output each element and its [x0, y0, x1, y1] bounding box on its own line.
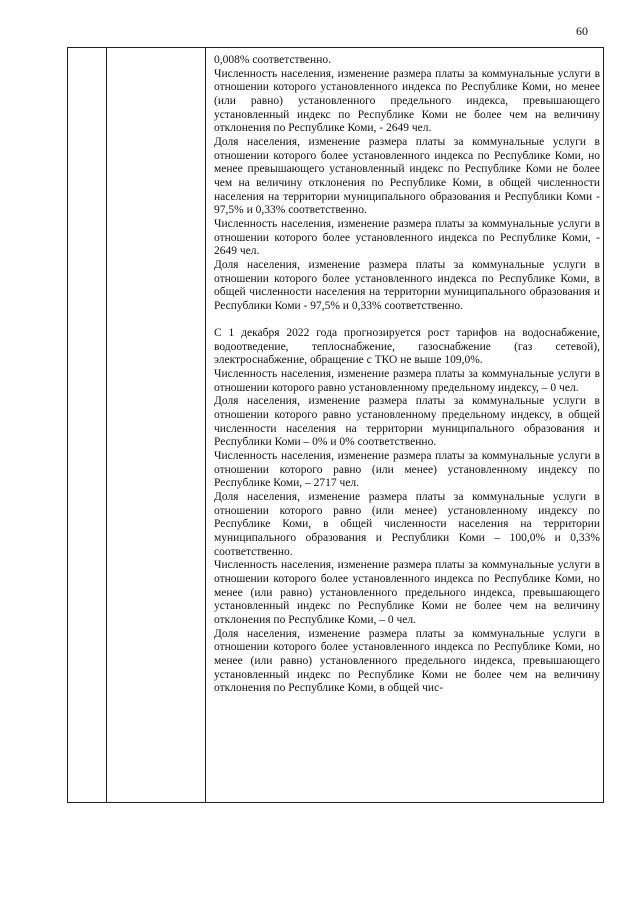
paragraph: Доля населения, изменение размера платы за коммунальные услуги в отношении которого более установленного индекса по Республике Коми, в общей численности населения на территории муниципального образования и Республики Коми - 97,5% и 0,33% соответственно.	[214, 258, 600, 312]
paragraph: Численность населения, изменение размера платы за коммунальные услуги в отношении которого установленного индекса по Республике Коми, но менее (или равно) установленного предельного индекса, превышающего установленный индекс по Республике Коми не более чем на величину отклонения по Республике Коми, - 2649 чел.	[214, 67, 600, 135]
paragraph: Численность населения, изменение размера платы за коммунальные услуги в отношении которого более установленного индекса по Республике Коми, - 2649 чел.	[214, 217, 600, 258]
table-column-divider	[205, 48, 206, 802]
paragraph: Численность населения, изменение размера платы за коммунальные услуги в отношении которого равно установленному предельному индексу, – 0 чел.	[214, 368, 600, 394]
paragraph: Численность населения, изменение размера платы за коммунальные услуги в отношении которого более установленного индекса по Республике Коми, но менее (или равно) установленного предельного индекса, превышающего установленный индекс по Республике Коми не более чем на величину отклонения по Республике Коми, – 0 чел.	[214, 559, 600, 626]
paragraph: Доля населения, изменение размера платы за коммунальные услуги в отношении которого равно (или менее) установленному индексу по Республике Коми, в общей численности населения на территории муниципального образования и Республики Коми – 100,0% и 0,33% соответственно.	[214, 490, 600, 558]
paragraph: С 1 декабря 2022 года прогнозируется рост тарифов на водоснабжение, водоотведение, теплоснабжение, газоснабжение (газ сетевой), электроснабжение, обращение с ТКО не выше 109,0%.	[214, 327, 600, 367]
table-cell-text	[214, 54, 600, 696]
paragraph: 0,008% соответственно.	[214, 54, 331, 66]
paragraph: Доля населения, изменение размера платы за коммунальные услуги в отношении которого более установленного индекса по Республике Коми, но менее превышающего установленный индекс по Республике Коми не более чем на величину отклонения по Республике Коми, в общей численности населения на территории муниципального образования и Республики Коми - 97,5% и 0,33% соответственно.	[214, 135, 600, 217]
paragraph: Доля населения, изменение размера платы за коммунальные услуги в отношении которого более установленного индекса по Республике Коми, но менее (или равно) установленного предельного индекса, превышающего установленный индекс по Республике Коми не более чем на величину отклонения по Республике Коми, в общей чис-	[214, 627, 600, 695]
page-number: 60	[576, 24, 588, 38]
paragraph: Численность населения, изменение размера платы за коммунальные услуги в отношении которого равно (или менее) установленному индексу по Республике Коми, – 2717 чел.	[214, 450, 600, 490]
table-column-divider	[106, 48, 107, 802]
document-table	[67, 47, 604, 803]
paragraph: Доля населения, изменение размера платы за коммунальные услуги в отношении которого равно установленному предельному индексу, в общей численности населения на территории муниципального образования и Республики Коми – 0% и 0% соответственно.	[214, 395, 600, 449]
